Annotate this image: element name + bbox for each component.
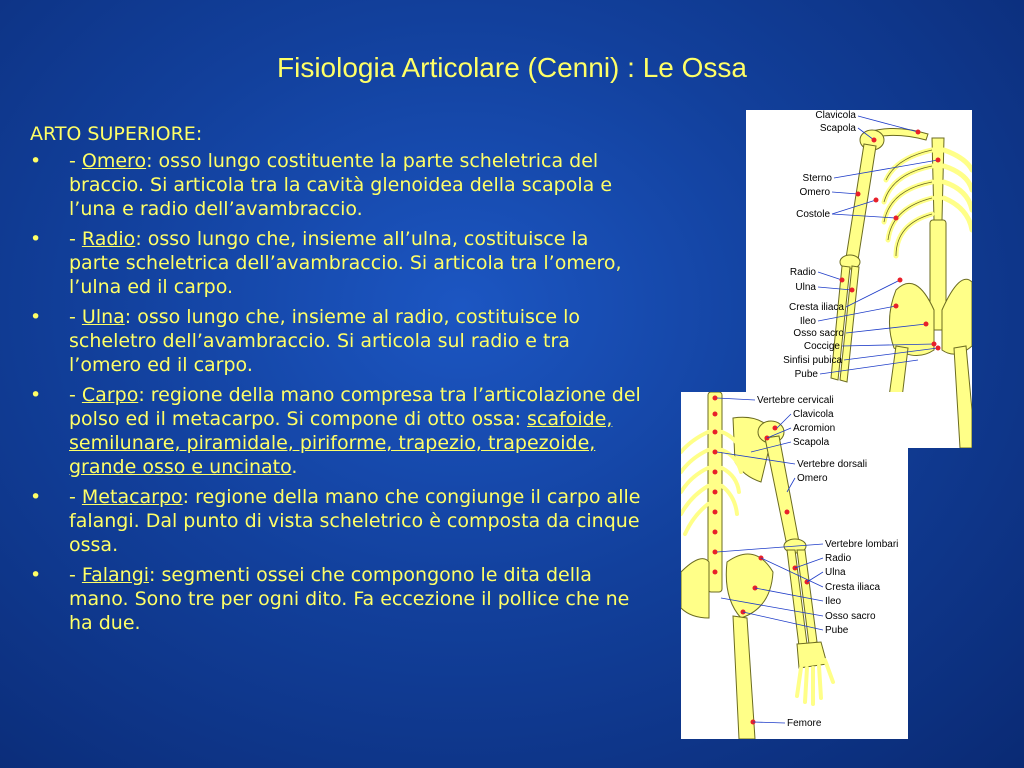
label-ulna: Ulna	[795, 282, 816, 293]
skeleton-back-figure	[681, 392, 908, 739]
bullet-icon: •	[30, 564, 42, 586]
item-text: : regione della mano compresa tra l’articolazione del polso ed il metacarpo. Si compone di otto ossa:	[69, 384, 641, 430]
label-cresta-iliaca-back: Cresta iliaca	[825, 582, 881, 593]
item-prefix: -	[69, 306, 82, 328]
humerus-back-shape	[765, 436, 799, 546]
bullet-icon: •	[30, 384, 42, 406]
item-text: : osso lungo che, insieme all’ulna, costituisce la parte scheletrica dell’avambraccio. Si articola tra l’omero, l’ulna ed il carpo.	[69, 228, 622, 298]
label-costole: Costole	[796, 209, 830, 220]
ilium-back-left-shape	[681, 559, 709, 618]
label-vertebre-cervicali: Vertebre cervicali	[757, 395, 834, 406]
label-osso-sacro-back: Osso sacro	[825, 611, 876, 622]
section-heading: ARTO SUPERIORE:	[30, 123, 203, 145]
item-prefix: -	[69, 150, 82, 172]
bullet-icon: •	[30, 486, 42, 508]
fingers-group	[797, 660, 833, 704]
term-carpo: Carpo	[81, 384, 139, 406]
label-vertebre-lombari: Vertebre lombari	[825, 539, 899, 550]
bullet-item-ulna	[30, 305, 645, 377]
bullet-item-omero	[30, 149, 645, 221]
term-ulna: Ulna	[81, 306, 125, 328]
femur-right-shape	[954, 346, 972, 448]
slide-body	[30, 122, 645, 641]
label-radio: Radio	[789, 267, 816, 278]
label-ileo: Ileo	[799, 316, 816, 327]
label-osso-sacro: Osso sacro	[793, 328, 844, 339]
ilium-back-shape	[726, 554, 773, 618]
item-prefix: -	[69, 486, 82, 508]
item-text: : regione della mano che congiunge il carpo alle falangi. Dal punto di vista scheletrico è composta da cinque ossa.	[69, 486, 641, 556]
slide-title: Fisiologia Articolare (Cenni) : Le Ossa	[277, 52, 747, 83]
label-clavicola: Clavicola	[815, 110, 856, 121]
label-scapola: Scapola	[819, 123, 856, 134]
term-falangi: Falangi	[81, 564, 150, 586]
term-radio: Radio	[81, 228, 136, 250]
skeleton-back-svg	[681, 392, 908, 739]
humerus-shape	[846, 144, 876, 260]
term-omero: Omero	[81, 150, 147, 172]
label-sinfisi-pubica: Sinfisi pubica	[783, 355, 842, 366]
label-sterno: Sterno	[802, 173, 832, 184]
label-acromion: Acromion	[793, 423, 836, 434]
item-prefix: -	[69, 384, 82, 406]
hand-shape	[797, 642, 827, 668]
bullet-icon: •	[30, 306, 42, 328]
label-vertebre-dorsali: Vertebre dorsali	[797, 459, 868, 470]
bullet-icon: •	[30, 150, 42, 172]
label-femore: Femore	[787, 718, 822, 729]
bullet-item-falangi	[30, 563, 645, 635]
term-metacarpo: Metacarpo	[81, 486, 183, 508]
item-text: : osso lungo costituente la parte scheletrica del braccio. Si articola tra la cavità glenoidea della scapola e l’una e radio dell’avambraccio.	[69, 150, 613, 220]
bullet-list	[30, 149, 645, 635]
label-omero: Omero	[799, 187, 830, 198]
label-radio-back: Radio	[825, 553, 852, 564]
bullet-item-metacarpo	[30, 485, 645, 557]
label-pube-back: Pube	[825, 625, 849, 636]
item-text: : segmenti ossei che compongono le dita della mano. Sono tre per ogni dito. Fa eccezione il pollice che ne ha due.	[69, 564, 630, 634]
carpal-bones-list: scafoide, semilunare, piramidale, piriforme, trapezio, trapezoide, grande osso e uncinato	[69, 408, 613, 478]
label-cresta-iliaca: Cresta iliaca	[788, 302, 844, 313]
item-prefix: -	[69, 564, 82, 586]
label-omero-back: Omero	[797, 473, 828, 484]
label-clavicola-back: Clavicola	[793, 409, 834, 420]
label-coccige: Coccige	[803, 341, 840, 352]
bullet-item-carpo	[30, 383, 645, 479]
bullet-item-radio	[30, 227, 645, 299]
label-scapola-back: Scapola	[793, 437, 830, 448]
item-end: .	[291, 456, 298, 478]
label-pube: Pube	[794, 369, 818, 380]
item-text: : osso lungo che, insieme al radio, costituisce lo scheletro dell’avambraccio. Si articola sul radio e tra l’omero ed il carpo.	[69, 306, 580, 376]
label-ulna-back: Ulna	[825, 567, 846, 578]
label-ileo-back: Ileo	[825, 596, 842, 607]
item-prefix: -	[69, 228, 82, 250]
bullet-icon: •	[30, 228, 42, 250]
